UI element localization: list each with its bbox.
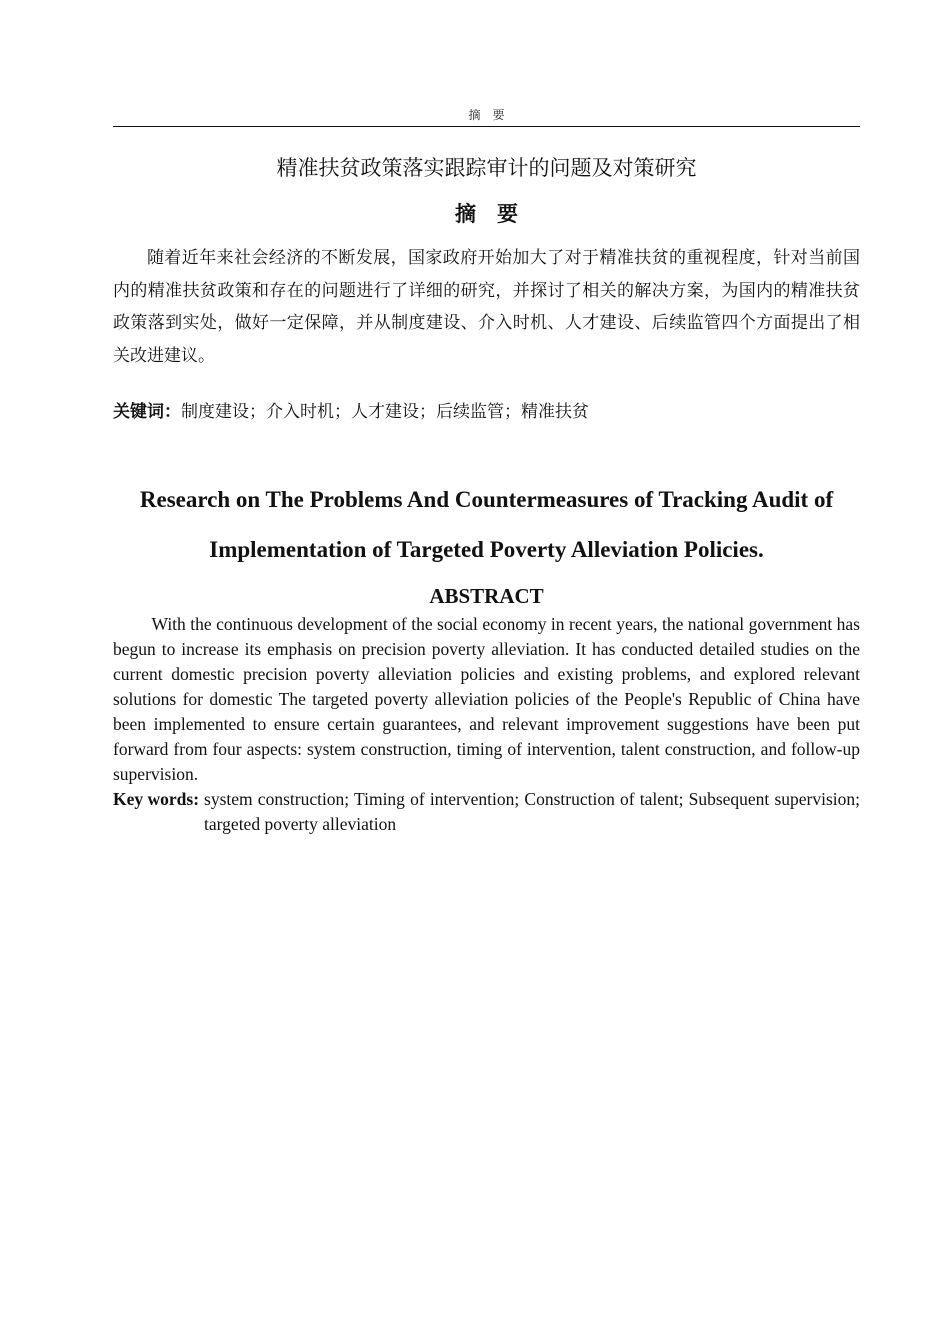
chinese-abstract-body: 随着近年来社会经济的不断发展，国家政府开始加大了对于精准扶贫的重视程度，针对当前国内的精准扶贫政策和存在的问题进行了详细的研究，并探讨了相关的解决方案，为国内的精准扶贫政策落到实处，做好一定保障，并从制度建设、介入时机、人才建设、后续监管四个方面提出了相关改进建议。 <box>113 248 860 366</box>
chinese-keywords <box>113 398 860 426</box>
header-rule <box>113 126 860 127</box>
chinese-title: 精准扶贫政策落实跟踪审计的问题及对策研究 <box>276 156 697 180</box>
running-head: 摘 要 <box>468 108 505 122</box>
chinese-abstract-heading: 摘 要 <box>455 202 518 226</box>
english-keywords <box>113 787 860 837</box>
english-title: Research on The Problems And Countermeasures of Tracking Audit of Implementation of Targeted Poverty Alleviation Policies. <box>139 487 834 562</box>
english-keywords-label: Key words: <box>113 789 200 809</box>
english-abstract-heading: ABSTRACT <box>429 584 544 608</box>
english-keywords-text: system construction; Timing of intervention; Construction of talent; Subsequent supervision; targeted poverty alleviation <box>204 789 860 834</box>
chinese-keywords-text: 制度建设；介入时机；人才建设；后续监管；精准扶贫 <box>181 402 589 422</box>
chinese-keywords-label: 关键词： <box>113 402 181 422</box>
english-abstract-body: With the continuous development of the social economy in recent years, the national government has begun to increase its emphasis on precision poverty alleviation. It has conducted detailed studies on the current domestic precision poverty alleviation policies and existing problems, and explored relevant solutions for domestic The targeted poverty alleviation policies of the People's Republic of China have been implemented to ensure certain guarantees, and relevant improvement suggestions have been put forward from four aspects: system construction, timing of intervention, talent construction, and follow-up supervision. <box>113 614 860 784</box>
